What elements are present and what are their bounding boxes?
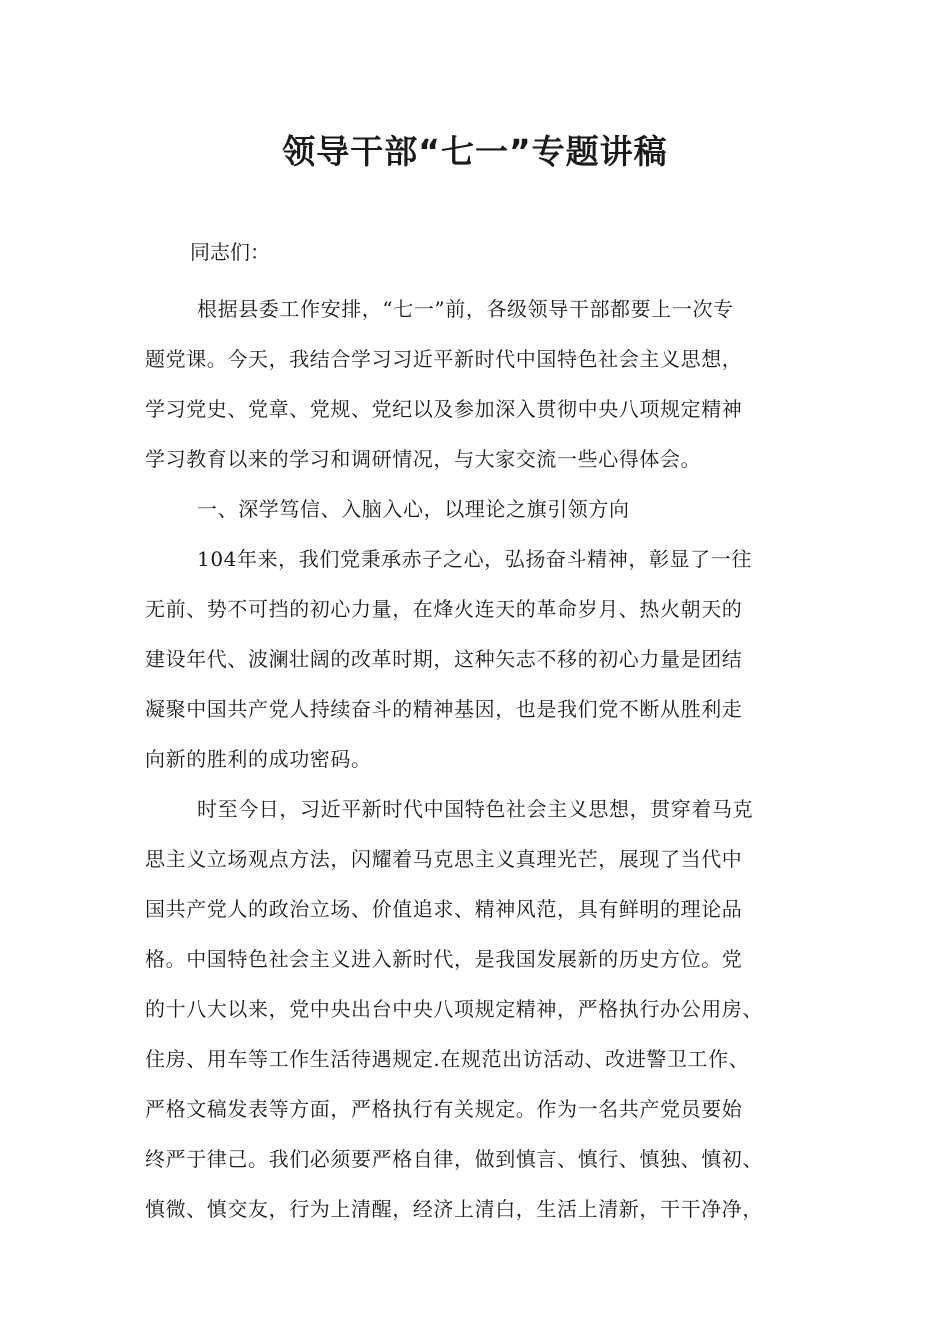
text-line: 严格文稿发表等方面，严格执行有关规定。作为一名共产党员要始 (145, 1097, 743, 1121)
text-line: 题党课。今天，我结合学习习近平新时代中国特色社会主义思想， (145, 347, 743, 371)
text-line: 凝聚中国共产党人持续奋斗的精神基因，也是我们党不断从胜利走 (145, 697, 743, 721)
paragraph-history (145, 534, 825, 784)
text-line: 学习党史、党章、党规、党纪以及参加深入贯彻中央八项规定精神 (145, 397, 743, 421)
paragraph-intro (145, 284, 825, 484)
text-line: 格。中国特色社会主义进入新时代，是我国发展新的历史方位。党 (145, 947, 743, 971)
document-body (145, 284, 825, 1234)
text-line: 建设年代、波澜壮阔的改革时期，这种矢志不移的初心力量是团结 (145, 647, 743, 671)
text-line: 国共产党人的政治立场、价值追求、精神风范，具有鲜明的理论品 (145, 897, 743, 921)
text-line: 思主义立场观点方法，闪耀着马克思主义真理光芒，展现了当代中 (145, 847, 743, 871)
text-line: 104年来，我们党秉承赤子之心，弘扬奋斗精神，彰显了一往 (197, 547, 752, 571)
salutation: 同志们： (190, 240, 270, 264)
document-title: 领导干部“七一”专题讲稿 (282, 132, 668, 171)
text-line: 一、深学笃信、入脑入心，以理论之旗引领方向 (197, 497, 630, 521)
text-line: 根据县委工作安排，“七一”前，各级领导干部都要上一次专 (197, 297, 734, 321)
text-line: 无前、势不可挡的初心力量，在烽火连天的革命岁月、热火朝天的 (145, 597, 743, 621)
text-line: 慎微、慎交友，行为上清醒，经济上清白，生活上清新，干干净净， (145, 1197, 763, 1221)
text-line: 的十八大以来，党中央出台中央八项规定精神，严格执行办公用房、 (145, 997, 763, 1021)
section-heading-1 (145, 484, 825, 534)
paragraph-thought (145, 784, 825, 1234)
text-line: 住房、用车等工作生活待遇规定.在规范出访活动、改进警卫工作、 (145, 1047, 750, 1071)
text-line: 学习教育以来的学习和调研情况，与大家交流一些心得体会。 (145, 447, 702, 471)
text-line: 终严于律己。我们必须要严格自律，做到慎言、慎行、慎独、慎初、 (145, 1147, 763, 1171)
text-line: 时至今日，习近平新时代中国特色社会主义思想，贯穿着马克 (197, 797, 754, 821)
text-line: 向新的胜利的成功密码。 (145, 747, 372, 771)
